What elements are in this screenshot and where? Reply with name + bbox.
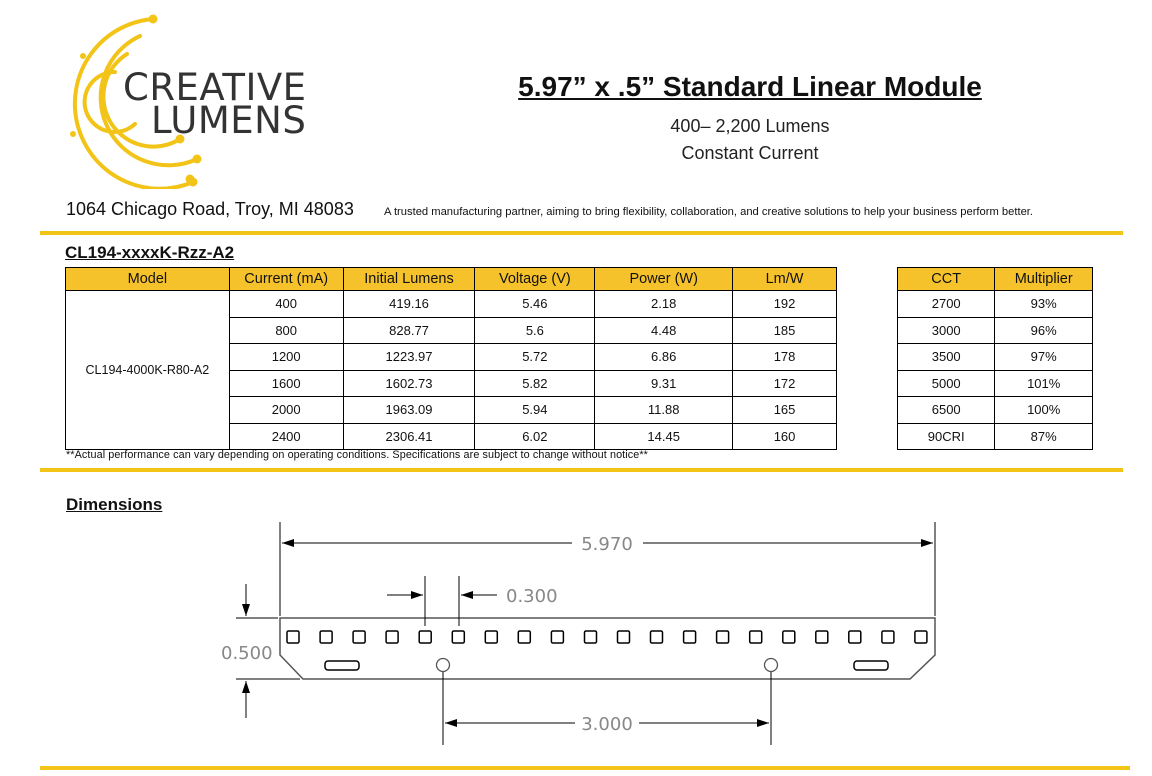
efficacy-cell: 185 [733, 317, 837, 344]
mounting-slot-left [325, 661, 359, 670]
led-pad [386, 631, 398, 643]
current-cell: 1600 [229, 370, 343, 397]
led-pad [320, 631, 332, 643]
lumens-range: 400– 2,200 Lumens [670, 116, 830, 136]
hole-spacing-label: 3.000 [581, 714, 633, 735]
width-dimension-label: 0.500 [221, 643, 273, 664]
led-pad [816, 631, 828, 643]
led-pad [783, 631, 795, 643]
page-title: 5.97” x .5” Standard Linear Module [518, 71, 982, 102]
mounting-hole-left [437, 659, 450, 672]
efficacy-cell: 172 [733, 370, 837, 397]
lumens-cell: 419.16 [343, 291, 475, 318]
col-header-power: Power (W) [595, 268, 733, 291]
pitch-dimension-label: 0.300 [506, 586, 558, 607]
divider-bottom [40, 766, 1130, 770]
multiplier-cell: 100% [995, 397, 1093, 424]
cct-cell: 90CRI [898, 423, 995, 450]
col-header-lumens: Initial Lumens [343, 268, 475, 291]
led-pads [287, 631, 927, 643]
cct-cell: 5000 [898, 370, 995, 397]
dimensions-title: Dimensions [66, 495, 163, 514]
led-pad [518, 631, 530, 643]
mounting-slot-right [854, 661, 888, 670]
efficacy-cell: 192 [733, 291, 837, 318]
led-pad [551, 631, 563, 643]
led-pad [684, 631, 696, 643]
col-header-multiplier: Multiplier [995, 268, 1093, 291]
multiplier-cell: 93% [995, 291, 1093, 318]
lumens-cell: 2306.41 [343, 423, 475, 450]
length-dimension-label: 5.970 [581, 534, 633, 555]
cct-cell: 2700 [898, 291, 995, 318]
led-pad [287, 631, 299, 643]
cct-cell: 3500 [898, 344, 995, 371]
current-cell: 400 [229, 291, 343, 318]
multiplier-cell: 96% [995, 317, 1093, 344]
lumens-cell: 1602.73 [343, 370, 475, 397]
current-cell: 1200 [229, 344, 343, 371]
mounting-hole-right [765, 659, 778, 672]
logo-line2: LUMENS [151, 99, 307, 142]
col-header-model: Model [66, 268, 230, 291]
power-cell: 11.88 [595, 397, 733, 424]
led-pad [717, 631, 729, 643]
power-cell: 6.86 [595, 344, 733, 371]
led-pad [585, 631, 597, 643]
disclaimer-note: **Actual performance can vary depending on operating conditions. Specifications are subject to change without notice** [66, 449, 648, 461]
power-cell: 9.31 [595, 370, 733, 397]
efficacy-cell: 160 [733, 423, 837, 450]
voltage-cell: 6.02 [475, 423, 595, 450]
col-header-current: Current (mA) [229, 268, 343, 291]
cct-cell: 6500 [898, 397, 995, 424]
led-pad [849, 631, 861, 643]
voltage-cell: 5.72 [475, 344, 595, 371]
drive-type: Constant Current [681, 143, 819, 163]
power-cell: 4.48 [595, 317, 733, 344]
part-number-title: CL194-xxxxK-Rzz-A2 [65, 243, 235, 262]
power-cell: 2.18 [595, 291, 733, 318]
led-pad [651, 631, 663, 643]
voltage-cell: 5.46 [475, 291, 595, 318]
lumens-cell: 1223.97 [343, 344, 475, 371]
led-pad [452, 631, 464, 643]
model-cell: CL194-4000K-R80-A2 [66, 291, 230, 450]
col-header-voltage: Voltage (V) [475, 268, 595, 291]
col-header-cct: CCT [898, 268, 995, 291]
multiplier-cell: 101% [995, 370, 1093, 397]
led-pad [485, 631, 497, 643]
multiplier-cell: 97% [995, 344, 1093, 371]
led-pad [419, 631, 431, 643]
company-tagline: A trusted manufacturing partner, aiming to bring flexibility, collaboration, and creative solutions to help your business perform better. [384, 206, 1034, 218]
power-cell: 14.45 [595, 423, 733, 450]
lumens-cell: 828.77 [343, 317, 475, 344]
col-header-lmw: Lm/W [733, 268, 837, 291]
company-address: 1064 Chicago Road, Troy, MI 48083 [66, 199, 354, 219]
current-cell: 2400 [229, 423, 343, 450]
voltage-cell: 5.94 [475, 397, 595, 424]
module-outline [280, 618, 935, 679]
lumens-cell: 1963.09 [343, 397, 475, 424]
efficacy-cell: 165 [733, 397, 837, 424]
current-cell: 2000 [229, 397, 343, 424]
led-pad [915, 631, 927, 643]
logo-line1: CREATIVE [123, 66, 307, 109]
led-pad [353, 631, 365, 643]
multiplier-cell: 87% [995, 423, 1093, 450]
led-pad [882, 631, 894, 643]
efficacy-cell: 178 [733, 344, 837, 371]
led-pad [750, 631, 762, 643]
current-cell: 800 [229, 317, 343, 344]
voltage-cell: 5.82 [475, 370, 595, 397]
voltage-cell: 5.6 [475, 317, 595, 344]
cct-cell: 3000 [898, 317, 995, 344]
led-pad [618, 631, 630, 643]
